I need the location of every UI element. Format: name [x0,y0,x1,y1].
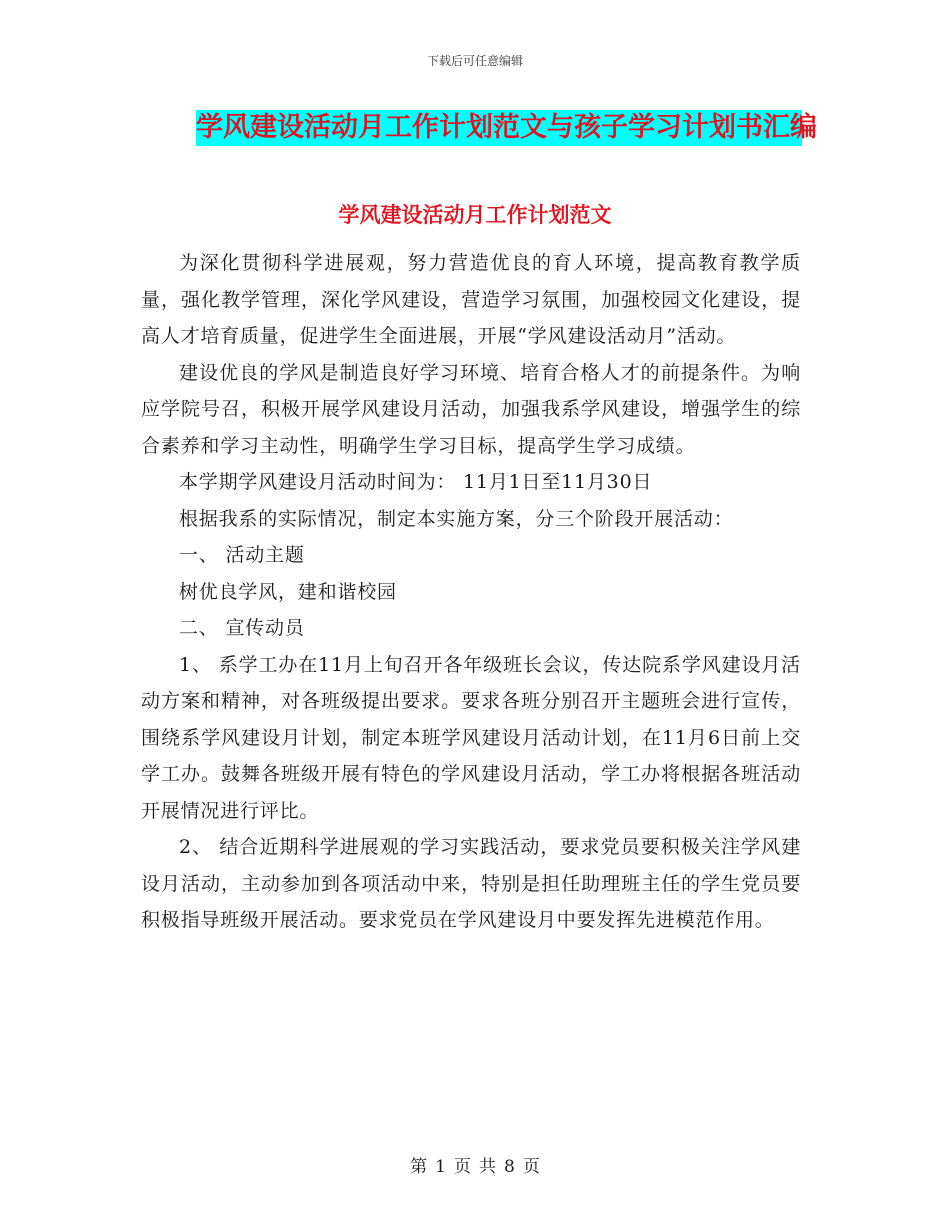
header-note: 下载后可任意编辑 [426,54,523,68]
document-title: 学风建设活动月工作计划范文与孩子学习计划书汇编 [196,110,802,146]
footer-page-total: 8 [504,1157,515,1177]
document-body [141,245,801,939]
page-footer [0,1152,950,1177]
footer-prefix: 第 [410,1157,428,1177]
paragraph-item-2: 2、 结合近期科学进展观的学习实践活动，要求党员要积极关注学风建设月活动，主动参加到各项活动中来，特别是担任助理班主任的学生党员要积极指导班级开展活动。要求党员在学风建设月中要发挥先进模范作用。 [141,836,801,931]
footer-page-word: 页 [454,1157,471,1177]
heading-publicity: 二、 宣传动员 [179,617,305,639]
paragraph-intro: 为深化贯彻科学进展观，努力营造优良的育人环境，提高教育教学质量，强化教学管理，深化学风建设，营造学习氛围，加强校园文化建设，提高人才培育质量，促进学生全面进展，开展“学风建设活动月”活动。 [141,252,801,347]
paragraph-plan: 根据我系的实际情况，制定本实施方案，分三个阶段开展活动： [179,507,734,530]
section-title: 学风建设活动月工作计划范文 [338,202,612,227]
paragraph-schedule: 本学期学风建设月活动时间为： 11月1日至11月30日 [179,471,653,493]
footer-page-current: 1 [435,1157,446,1177]
paragraph-purpose: 建设优良的学风是制造良好学习环境、培育合格人才的前提条件。为响应学院号召，积极开展学风建设月活动，加强我系学风建设，增强学生的综合素养和学习主动性，明确学生学习目标，提高学生学习成绩。 [141,361,801,457]
paragraph-theme: 树优良学风，建和谐校园 [179,580,397,603]
heading-theme: 一、 活动主题 [179,544,305,566]
paragraph-item-1: 1、 系学工办在11月上旬召开各年级班长会议，传达院系学风建设月活动方案和精神，对各班级提出要求。要求各班分别召开主题班会进行宣传，围绕系学风建设月计划，制定本班学风建设月活动计划，在11月6日前上交学工办。鼓舞各班级开展有特色的学风建设月活动，学工办将根据各班活动开展情况进行评比。 [141,653,801,822]
footer-suffix: 页 [522,1157,540,1177]
footer-total-word: 共 [479,1157,496,1177]
